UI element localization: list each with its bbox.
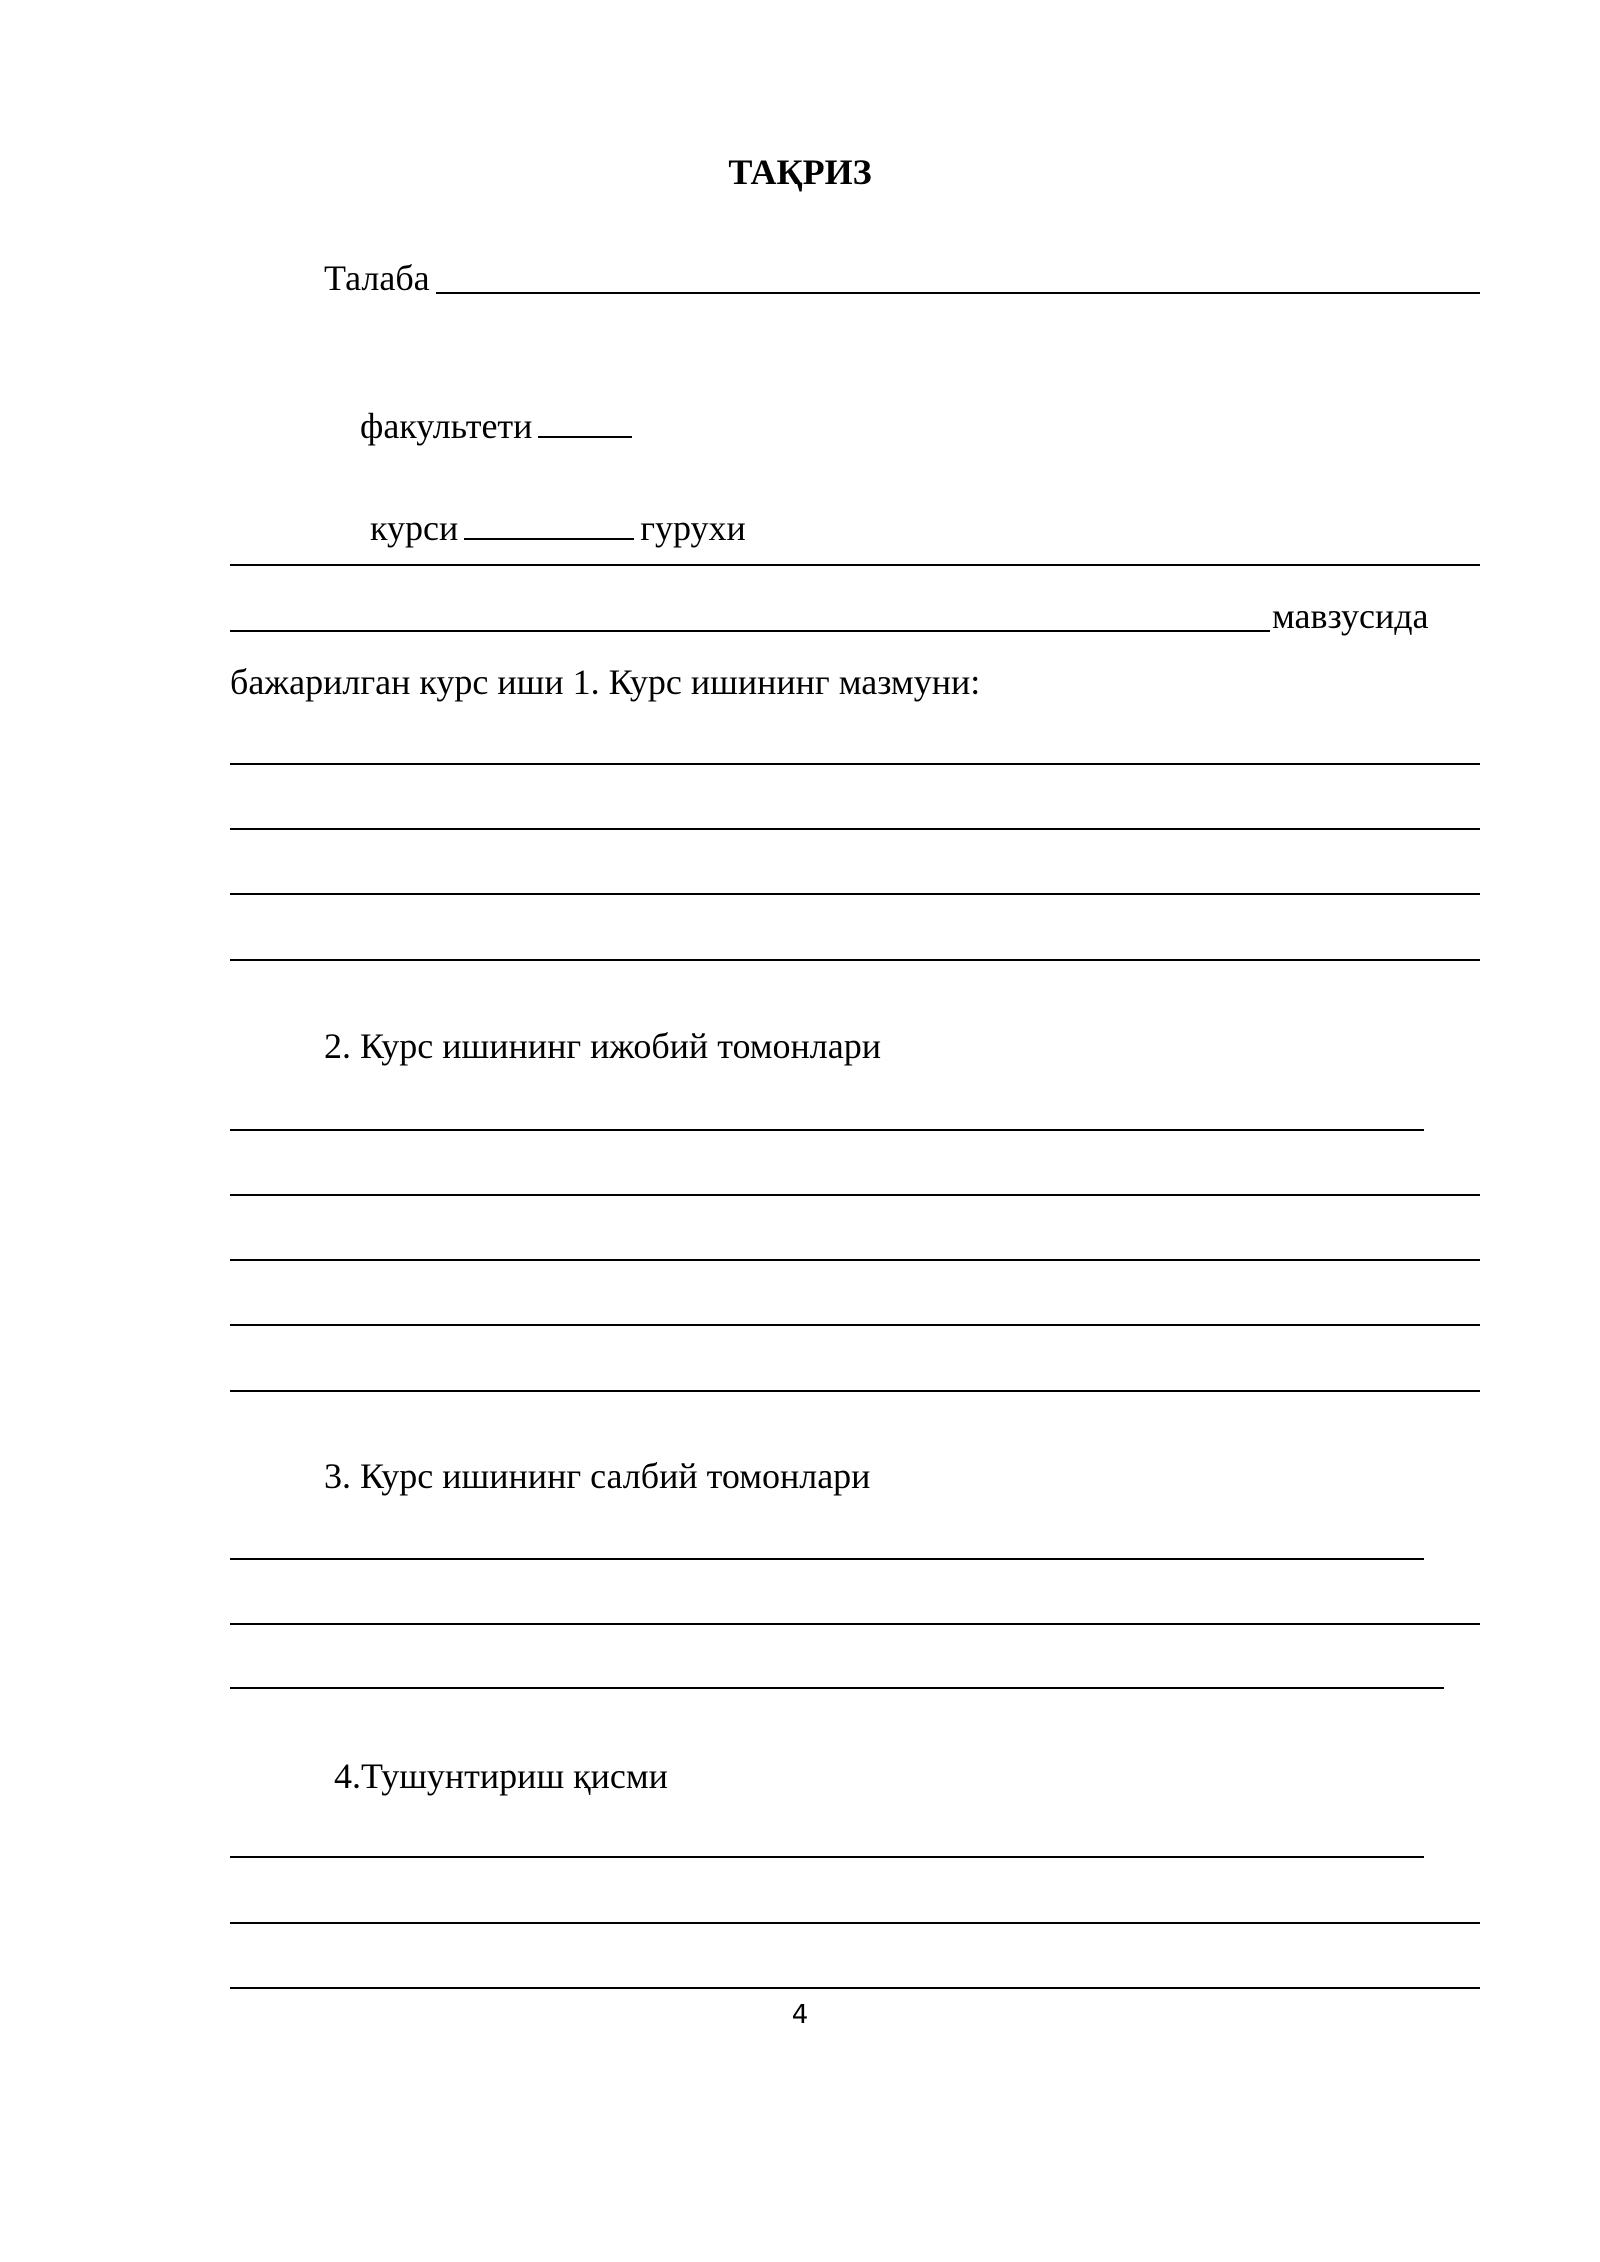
- positive-line: [230, 1129, 1424, 1131]
- positive-line: [230, 1390, 1480, 1392]
- topic-line: [230, 630, 1270, 632]
- course-label: курси: [370, 508, 459, 548]
- negative-line: [230, 1623, 1480, 1625]
- explanatory-line: [230, 1856, 1424, 1858]
- document-title: ТАҚРИЗ: [728, 152, 872, 192]
- faculty-label: факультети: [360, 406, 533, 446]
- negative-line: [230, 1558, 1424, 1560]
- course-blank: [464, 537, 634, 540]
- topic-suffix: мавзусида: [1272, 596, 1429, 636]
- content-line: [230, 828, 1480, 830]
- positive-line: [230, 1194, 1480, 1196]
- explanatory-line: [230, 1922, 1480, 1924]
- positive-line: [230, 1259, 1480, 1261]
- content-line: [230, 893, 1480, 895]
- negative-line: [230, 1687, 1444, 1689]
- section-explanatory-heading: 4.Тушунтириш қисми: [334, 1756, 668, 1796]
- section-negative-heading: 3. Курс ишининг салбий томонлари: [324, 1456, 871, 1496]
- course-row: [334, 462, 746, 594]
- group-label: гурухи: [640, 508, 746, 548]
- content-line: [230, 763, 1480, 765]
- completed-work-text: бажарилган курс иши 1. Курс ишининг мазмуни:: [230, 662, 981, 702]
- topic-line: [230, 564, 1480, 566]
- content-line: [230, 959, 1480, 961]
- student-label: Талаба: [324, 258, 430, 298]
- explanatory-line: [230, 1987, 1480, 1989]
- page-number: 4: [791, 2000, 809, 2030]
- faculty-blank: [538, 435, 632, 438]
- student-blank: [436, 292, 1480, 294]
- positive-line: [230, 1324, 1480, 1326]
- section-positive-heading: 2. Курс ишининг ижобий томонлари: [324, 1026, 882, 1066]
